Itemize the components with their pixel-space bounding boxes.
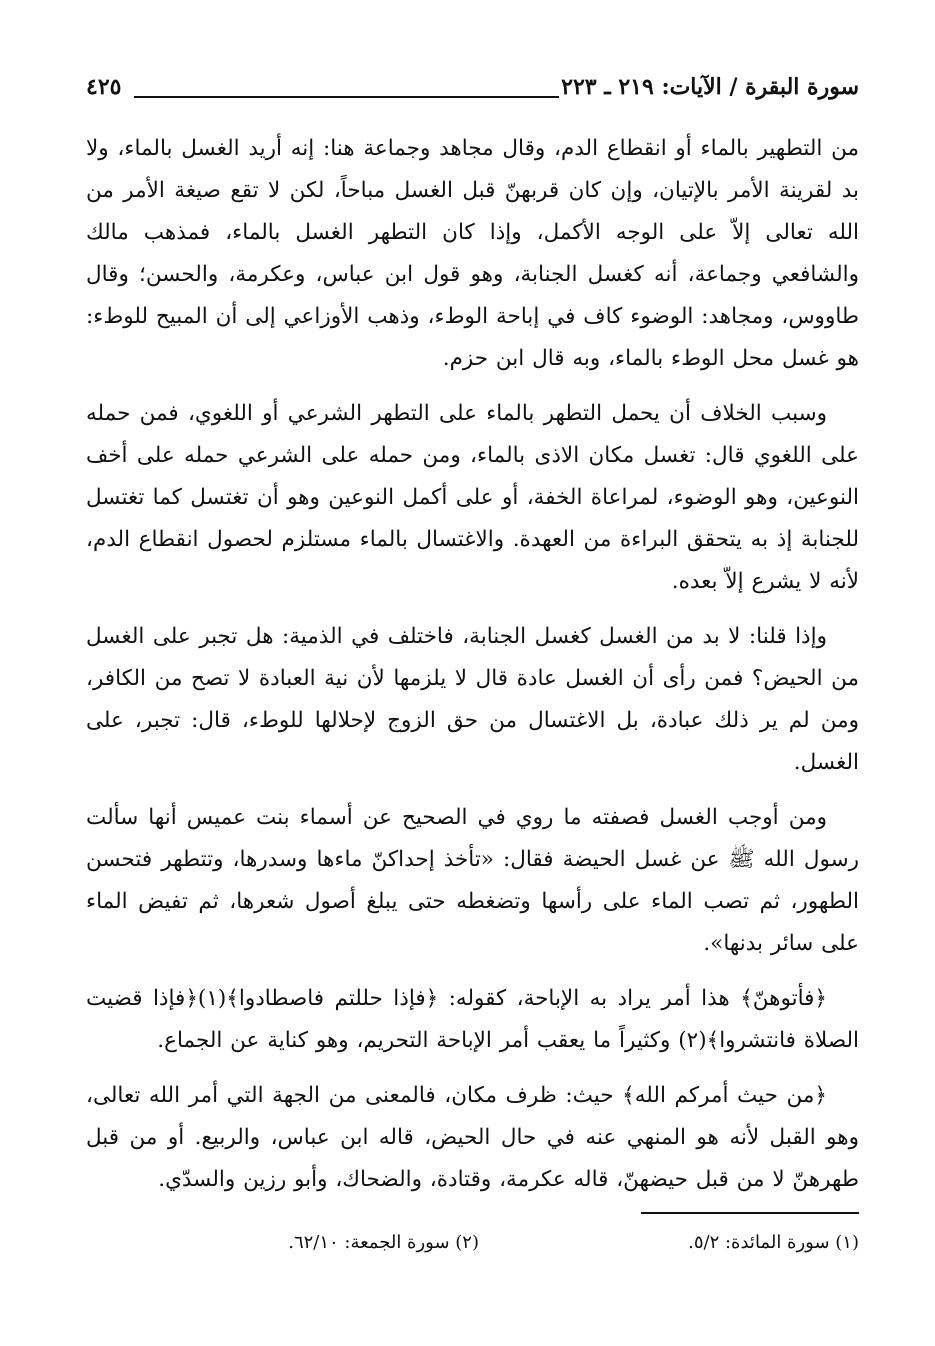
footnote-1: (١) سورة المائدة: ٥/٢. <box>688 1232 859 1253</box>
paragraph-5: ﴿فأتوهنّ﴾ هذا أمر يراد به الإباحة، كقوله: ﴿فإذا حللتم فاصطادوا﴾(١)﴿فإذا قضيت الصلاة فانتشروا﴾(٢) وكثيراً ما يعقب أمر الإباحة التحريم، وهو كناية عن الجماع. <box>86 986 859 1053</box>
footnote-separator <box>641 1212 859 1214</box>
paragraph-1: من التطهير بالماء أو انقطاع الدم، وقال مجاهد وجماعة هنا: إنه أريد الغسل بالماء، ولا بد لقرينة الأمر بالإتيان، وإن كان قربهنّ قبل الغسل مباحاً، لكن لا تقع صيغة الأمر من الله تعالى إلاّ على الوجه الأكمل، وإذا كان التطهر الغسل بالماء، فمذهب مالك والشافعي وجماعة، أنه كغسل الجنابة، وهو قول ابن عباس، وعكرمة، والحسن؛ وقال طاووس، ومجاهد: الوضوء كاف في إباحة الوطء، وذهب الأوزاعي إلى أن المبيح للوطء: هو غسل محل الوطء بالماء، وبه قال ابن حزم. <box>86 136 859 371</box>
footnote-2: (٢) سورة الجمعة: ٦٢/١٠. <box>288 1232 479 1253</box>
running-header <box>86 74 859 108</box>
paragraph-2: وسبب الخلاف أن يحمل التطهر بالماء على التطهر الشرعي أو اللغوي، فمن حمله على اللغوي قال: تغسل مكان الاذى بالماء، ومن حمله على الشرعي حمله على أخف النوعين، وهو الوضوء، لمراعاة الخفة، أو على أكمل النوعين وهو أن تغتسل كما تغتسل للجنابة إذ به يتحقق البراءة من العهدة. والاغتسال بالماء مستلزم لحصول انقطاع الدم، لأنه لا يشرع إلاّ بعده. <box>86 401 859 594</box>
paragraph-3: وإذا قلنا: لا بد من الغسل كغسل الجنابة، فاختلف في الذمية: هل تجبر على الغسل من الحيض؟ فمن رأى أن الغسل عادة قال لا يلزمها لأن نية العبادة لا تصح من الكافر، ومن لم ير ذلك عبادة، بل الاغتسال من حق الزوج لإحلالها للوطء، قال: تجبر، على الغسل. <box>86 624 859 775</box>
page-number: ٤٢٥ <box>86 74 122 100</box>
paragraph-4: ومن أوجب الغسل فصفته ما روي في الصحيح عن أسماء بنت عميس أنها سألت رسول الله ﷺ عن غسل الحيضة فقال: «تأخذ إحداكنّ ماءها وسدرها، وتتطهر فتحسن الطهور، ثم تصب الماء على رأسها وتضغطه حتى يبلغ أصول شعرها، ثم تفيض الماء على سائر بدنها». <box>86 805 859 956</box>
header-title: سورة البقرة / الآيات: ٢١٩ ـ ٢٢٣ <box>561 74 859 100</box>
page-body <box>86 128 859 1214</box>
paragraph-6: ﴿من حيث أمركم الله﴾ حيث: ظرف مكان، فالمعنى من الجهة التي أمر الله تعالى، وهو القبل لأنه هو المنهي عنه في حال الحيض، قاله ابن عباس، والربيع. أو من قبل طهرهنّ لا من قبل حيضهنّ، قاله عكرمة، وقتادة، والضحاك، وأبو رزين والسدّي. <box>86 1083 859 1192</box>
header-rule <box>134 96 559 98</box>
